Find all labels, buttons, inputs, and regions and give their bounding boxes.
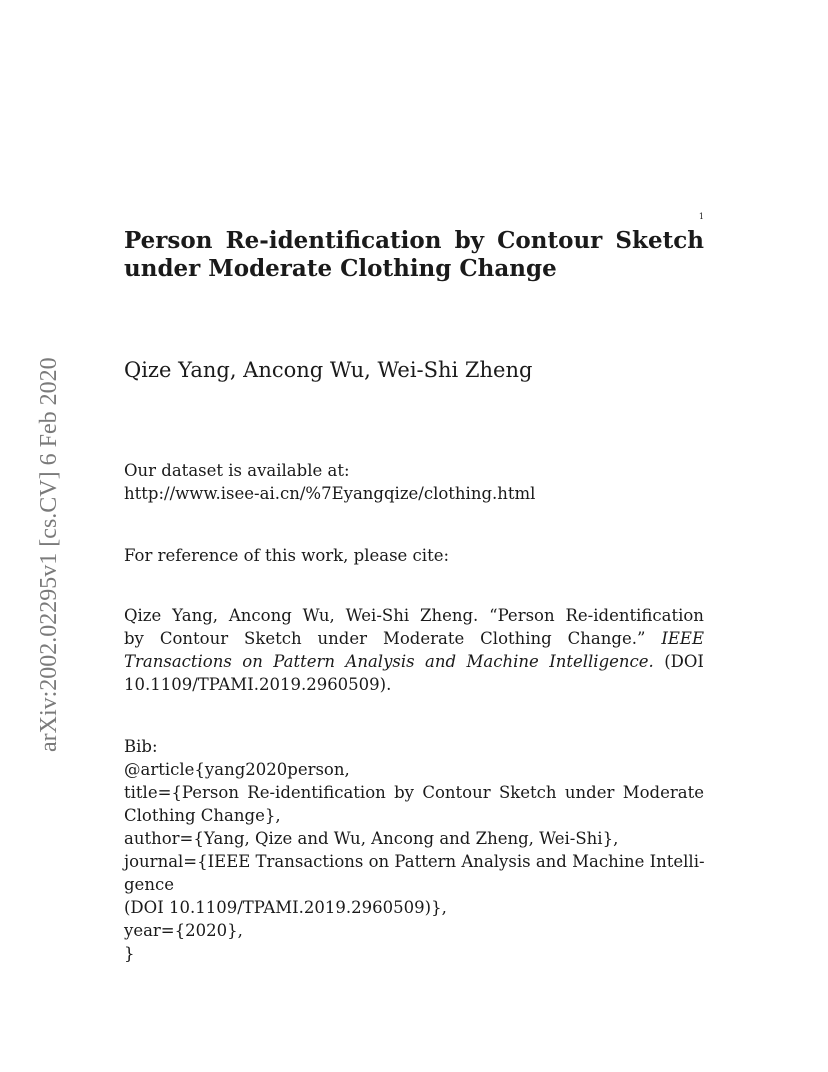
- bib-title-end: Clothing Change},: [124, 806, 281, 825]
- cite-request: For reference of this work, please cite:: [124, 546, 450, 565]
- citation-word: Re-identification: [565, 606, 704, 625]
- bib-word: Moderate: [622, 783, 704, 802]
- dataset-availability: [124, 459, 704, 505]
- bib-journal-end: gence: [124, 875, 174, 894]
- citation-word: under: [317, 629, 368, 648]
- title-word: Sketch: [615, 227, 704, 254]
- citation-word: Wei-Shi: [345, 606, 410, 625]
- bib-author: author={Yang, Qize and Wu, Ancong and Zheng, Wei-Shi},: [124, 829, 619, 848]
- citation-journal-word: Machine: [466, 652, 539, 671]
- dataset-label: Our dataset is available at:: [124, 461, 350, 480]
- bib-doi: (DOI 10.1109/TPAMI.2019.2960509)},: [124, 898, 447, 917]
- citation-word: “Person: [489, 606, 555, 625]
- bib-article-key: @article{yang2020person,: [124, 760, 350, 779]
- bib-word: under: [564, 783, 615, 802]
- bib-word: Re-identification: [247, 783, 386, 802]
- bib-word: title={Person: [124, 783, 239, 802]
- bib-year: year={2020},: [124, 921, 243, 940]
- arxiv-stamp: arXiv:2002.02295v1 [cs.CV] 6 Feb 2020: [36, 357, 62, 752]
- citation-line-2: [124, 627, 704, 650]
- citation-word: Qize: [124, 606, 162, 625]
- title-word: Person: [124, 227, 213, 254]
- citation-word: Moderate: [382, 629, 465, 648]
- bib-label: Bib:: [124, 737, 158, 756]
- page-number: 1: [698, 212, 704, 221]
- citation-line-1: [124, 604, 704, 627]
- bib-title-line: [124, 781, 704, 804]
- citation-word: Change.”: [567, 629, 646, 648]
- bib-journal: journal={IEEE Transactions on Pattern Analysis and Machine Intelli-: [124, 852, 705, 871]
- citation-journal-word: on: [242, 652, 263, 671]
- citation-word: (DOI: [664, 652, 704, 671]
- citation-journal-word: Transactions: [124, 652, 232, 671]
- title-line-1: [124, 227, 704, 255]
- citation-line-4: 10.1109/TPAMI.2019.2960509).: [124, 675, 392, 694]
- citation-word: Clothing: [480, 629, 552, 648]
- title-word: by: [454, 227, 485, 254]
- citation-word: Zheng.: [419, 606, 479, 625]
- citation-journal-word: Analysis: [345, 652, 415, 671]
- citation-journal-word: IEEE: [661, 629, 704, 648]
- citation-journal-word: Intelligence.: [549, 652, 654, 671]
- bib-word: by: [394, 783, 414, 802]
- dataset-url[interactable]: http://www.isee-ai.cn/%7Eyangqize/clothing.html: [124, 484, 536, 503]
- citation-word: Ancong: [228, 606, 292, 625]
- bib-word: Contour: [422, 783, 491, 802]
- bibtex-block: [124, 735, 704, 965]
- author-list: Qize Yang, Ancong Wu, Wei-Shi Zheng: [124, 358, 533, 382]
- citation-line-3: [124, 650, 704, 673]
- citation-journal-word: and: [425, 652, 457, 671]
- bib-word: Sketch: [498, 783, 557, 802]
- citation-word: Contour: [159, 629, 229, 648]
- citation-word: by: [124, 629, 144, 648]
- citation-word: Wu,: [302, 606, 335, 625]
- citation-word: Sketch: [244, 629, 302, 648]
- title-word: Contour: [497, 227, 603, 254]
- title-line-2: under Moderate Clothing Change: [124, 255, 557, 282]
- bib-close-brace: }: [124, 944, 135, 963]
- citation-journal-word: Pattern: [273, 652, 335, 671]
- citation-block: [124, 604, 704, 696]
- citation-word: Yang,: [172, 606, 219, 625]
- title-word: Re-identification: [225, 227, 442, 254]
- paper-title: [124, 227, 704, 283]
